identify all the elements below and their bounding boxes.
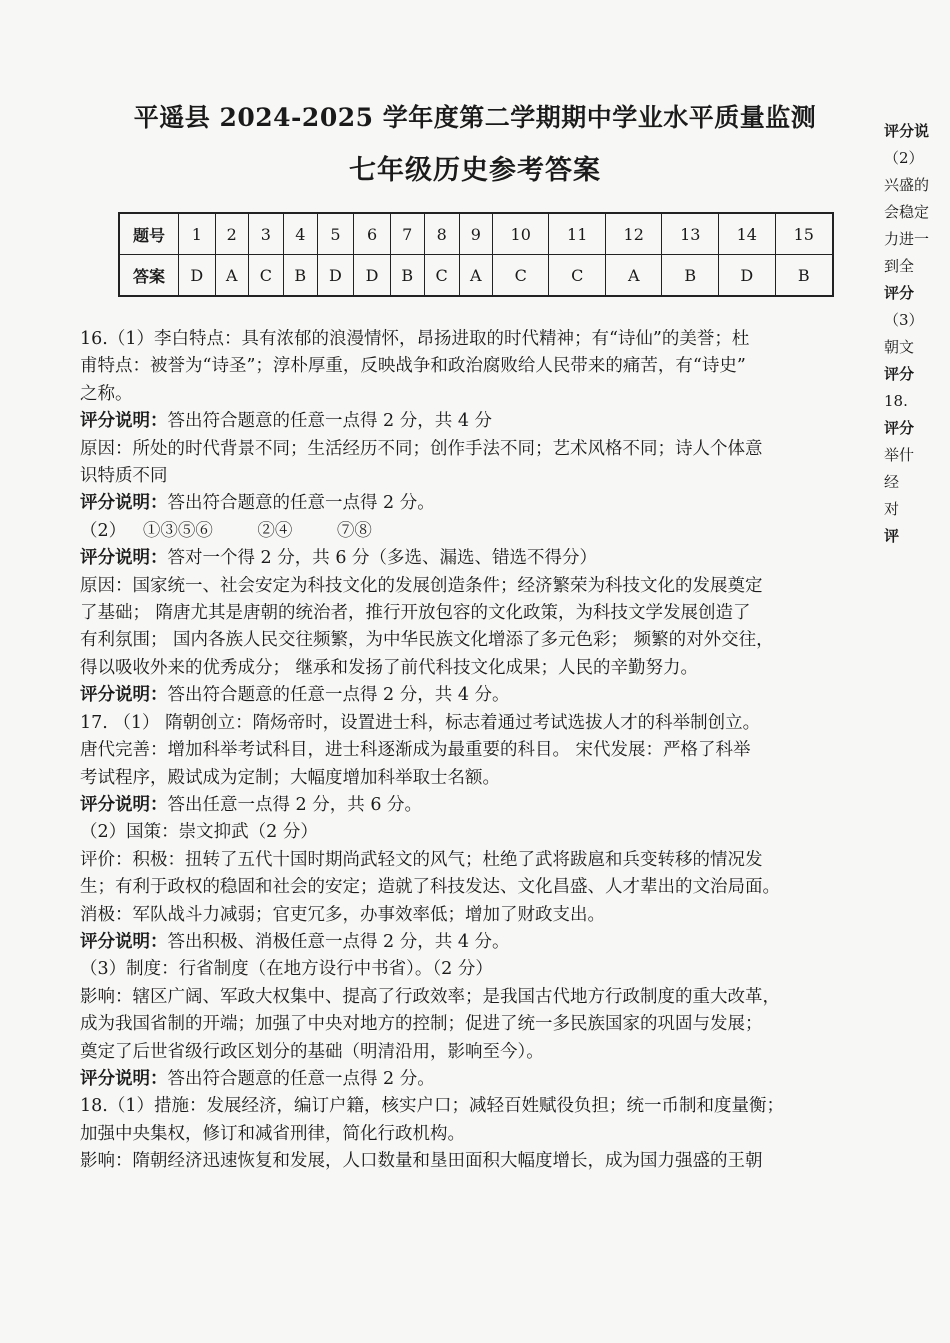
scoring-note [80,792,880,819]
text-line: 之称。 [80,383,133,404]
text-line: 唐代完善：增加科举考试科目，进士科逐渐成为最重要的科目。 宋代发展：严格了科举 [80,740,751,761]
fragment-line: 18. [884,392,908,410]
text-line: 有利氛围； 国内各族人民交往频繁，为中华民族文化增添了多元色彩； 频繁的对外交往， [80,630,774,651]
question-number: 3 [248,213,283,255]
page-subtitle: 七年级历史参考答案 [349,155,601,186]
text-line: 识特质不同 [80,466,168,487]
answer-row [119,255,833,297]
text-line: （2） ①③⑤⑥ ②④ ⑦⑧ [80,520,372,541]
fragment-line: 到全 [884,257,915,275]
answer-cell: A [459,255,492,297]
answer-cell: D [317,255,354,297]
text-line: 评价：积极：扭转了五代十国时期尚武轻文的风气；杜绝了武将跋扈和兵变转移的情况发 [80,849,763,870]
answer-cell: D [719,255,776,297]
question-number-row [119,213,833,255]
answer-cell: A [215,255,248,297]
question-number: 11 [549,213,606,255]
question-number: 9 [459,213,492,255]
text-line: 原因：所处的时代背景不同；生活经历不同；创作手法不同；艺术风格不同；诗人个体意 [80,438,763,459]
scoring-label: 评分说明： [80,1068,168,1089]
answer-cell: C [492,255,549,297]
fragment-line: 评分 [884,284,915,302]
answer-cell: C [248,255,283,297]
answer-cell: C [549,255,606,297]
fragment-line: 对 [884,500,900,518]
text-line: 消极：军队战斗力减弱；官吏冗多，办事效率低；增加了财政支出。 [80,904,605,925]
fragment-line: 举什 [884,446,915,464]
text-line: （2）国策：崇文抑武（2 分） [80,822,318,843]
scoring-text: 答出符合题意的任意一点得 2 分。 [167,1068,435,1089]
fragment-line: 评分 [884,419,915,437]
text-line: 16.（1）李白特点：具有浓郁的浪漫情怀，昂扬进取的时代精神；有“诗仙”的美誉；杜 [80,329,750,349]
scoring-label: 评分说明： [80,493,168,514]
question-number: 6 [354,213,391,255]
scoring-label: 评分说明： [80,794,168,815]
fragment-line: 力进一 [884,230,930,248]
page-title: 平遥县 2024-2025 学年度第二学期期中学业水平质量监测 [133,103,817,132]
scoring-text: 答出符合题意的任意一点得 2 分，共 4 分。 [167,685,510,706]
text-line: 加强中央集权，修订和减省刑律，简化行政机构。 [80,1123,465,1144]
text-line: 影响：隋朝经济迅速恢复和发展，人口数量和垦田面积大幅度增长，成为国力强盛的王朝 [80,1151,763,1172]
fragment-line: 朝文 [884,338,915,356]
scoring-note [80,1066,880,1093]
scoring-text: 答出符合题意的任意一点得 2 分，共 4 分 [167,411,493,432]
text-line: 了基础； 隋唐尤其是唐朝的统治者，推行开放包容的文化政策，为科技文学发展创造了 [80,603,751,624]
question-number: 4 [283,213,317,255]
text-line: 考试程序，殿试成为定制；大幅度增加科举取士名额。 [80,767,500,788]
scoring-note [80,490,880,517]
fragment-line: （2） [884,149,924,167]
answer-cell: B [662,255,719,297]
fragment-line: 评分说 [884,122,930,140]
text-line: 原因：国家统一、社会安定为科技文化的发展创造条件；经济繁荣为科技文化的发展奠定 [80,575,763,596]
scoring-label: 评分说明： [80,931,168,952]
answer-cell: C [424,255,459,297]
text-line: 得以吸收外来的优秀成分； 继承和发扬了前代科技文化成果；人民的辛勤努力。 [80,657,699,678]
question-number: 13 [662,213,719,255]
row-label: 题号 [119,213,179,255]
question-number: 2 [215,213,248,255]
answer-cell: D [354,255,391,297]
answer-body [80,326,880,1176]
text-line: 奠定了后世省级行政区划分的基础（明清沿用，影响至今）。 [80,1041,544,1062]
scoring-note [80,929,880,956]
fragment-line: 评分 [884,365,915,383]
question-number: 15 [775,213,833,255]
scoring-note [80,545,880,572]
scoring-text: 答出积极、消极任意一点得 2 分，共 4 分。 [167,931,510,952]
fragment-line: 经 [884,473,900,491]
answer-cell: B [390,255,424,297]
scoring-label: 评分说明： [80,548,168,569]
text-line: 甫特点：被誉为“诗圣”；淳朴厚重，反映战争和政治腐败给人民带来的痛苦，有“诗史” [80,356,746,377]
text-line: 18.（1）措施：发展经济，编订户籍，核实户口；减轻百姓赋役负担；统一币制和度量衡； [80,1096,784,1117]
question-number: 12 [605,213,662,255]
text-line: （3）制度：行省制度（在地方设行中书省）。（2 分） [80,959,493,980]
text-line: 成为我国省制的开端；加强了中央对地方的控制；促进了统一多民族国家的巩固与发展； [80,1014,763,1035]
scoring-note [80,682,880,709]
adjacent-page-fragment [884,118,950,550]
question-number: 14 [719,213,776,255]
question-number: 8 [424,213,459,255]
scoring-text: 答出符合题意的任意一点得 2 分。 [167,493,435,514]
scoring-text: 答对一个得 2 分，共 6 分（多选、漏选、错选不得分） [167,548,598,569]
question-number: 10 [492,213,549,255]
answer-table [118,212,834,297]
answer-cell: B [283,255,317,297]
answer-cell: A [605,255,662,297]
scoring-label: 评分说明： [80,411,168,432]
fragment-line: 会稳定 [884,203,930,221]
fragment-line: 兴盛的 [884,176,930,194]
answer-cell: B [775,255,833,297]
question-number: 7 [390,213,424,255]
question-number: 1 [179,213,216,255]
row-label: 答案 [119,255,179,297]
fragment-line: 评 [884,527,900,545]
scoring-text: 答出任意一点得 2 分，共 6 分。 [167,794,423,815]
scoring-label: 评分说明： [80,685,168,706]
text-line: 影响：辖区广阔、军政大权集中、提高了行政效率；是我国古代地方行政制度的重大改革， [80,986,780,1007]
question-number: 5 [317,213,354,255]
answer-cell: D [179,255,216,297]
fragment-line: （3） [884,311,924,329]
scoring-note [80,408,880,435]
text-line: 17. （1） 隋朝创立：隋炀帝时，设置进士科，标志着通过考试选拔人才的科举制创立。 [80,712,761,733]
text-line: 生；有利于政权的稳固和社会的安定；造就了科技发达、文化昌盛、人才辈出的文治局面。 [80,877,780,898]
